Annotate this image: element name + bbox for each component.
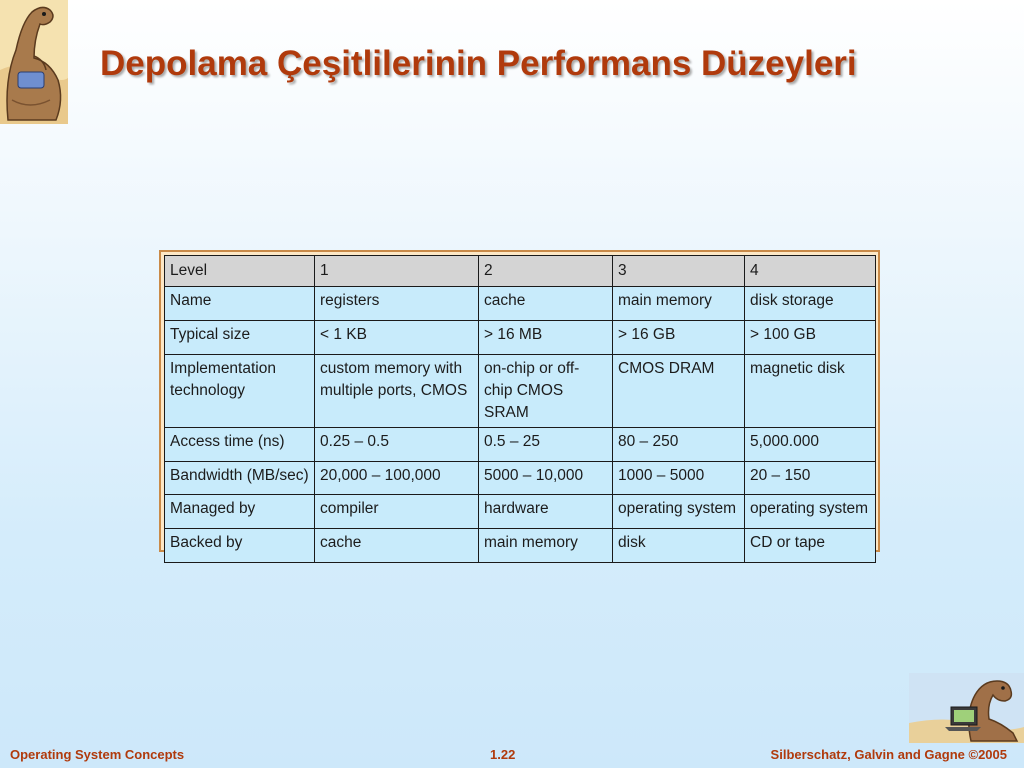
table-cell: 80 – 250 bbox=[613, 428, 745, 462]
table-cell: Level bbox=[165, 256, 315, 287]
table-cell: Access time (ns) bbox=[165, 428, 315, 462]
table-cell: disk bbox=[613, 529, 745, 563]
table-cell: < 1 KB bbox=[315, 321, 479, 355]
table-cell: 1000 – 5000 bbox=[613, 462, 745, 495]
table-row bbox=[165, 495, 876, 529]
table-row bbox=[165, 462, 876, 495]
dinosaur-reading-icon bbox=[0, 0, 68, 124]
table-cell: 0.5 – 25 bbox=[479, 428, 613, 462]
table-cell: cache bbox=[315, 529, 479, 563]
table-cell: hardware bbox=[479, 495, 613, 529]
table-cell: Implementation technology bbox=[165, 355, 315, 428]
table-cell: 20 – 150 bbox=[745, 462, 876, 495]
page-title: Depolama Çeşitlilerinin Performans Düzeyleri bbox=[100, 44, 857, 83]
table-cell: main memory bbox=[613, 287, 745, 321]
table-cell: Typical size bbox=[165, 321, 315, 355]
footer-book-title: Operating System Concepts bbox=[10, 747, 185, 762]
table-cell: 2 bbox=[479, 256, 613, 287]
table-cell: 5,000.000 bbox=[745, 428, 876, 462]
table-cell: Name bbox=[165, 287, 315, 321]
table-cell: disk storage bbox=[745, 287, 876, 321]
table-cell: 3 bbox=[613, 256, 745, 287]
table-header-row bbox=[165, 256, 876, 287]
table-cell: compiler bbox=[315, 495, 479, 529]
storage-performance-table bbox=[159, 250, 880, 552]
footer-page-number: 1.22 bbox=[490, 747, 516, 762]
table-cell: 5000 – 10,000 bbox=[479, 462, 613, 495]
table-cell: Managed by bbox=[165, 495, 315, 529]
table-cell: registers bbox=[315, 287, 479, 321]
table-cell: 4 bbox=[745, 256, 876, 287]
table-cell: operating system bbox=[745, 495, 876, 529]
table-cell: 20,000 – 100,000 bbox=[315, 462, 479, 495]
table-cell: cache bbox=[479, 287, 613, 321]
table-cell: 0.25 – 0.5 bbox=[315, 428, 479, 462]
table-row bbox=[165, 428, 876, 462]
table-row bbox=[165, 287, 876, 321]
table-cell: on-chip or off-chip CMOS SRAM bbox=[479, 355, 613, 428]
table-cell: > 100 GB bbox=[745, 321, 876, 355]
table-cell: magnetic disk bbox=[745, 355, 876, 428]
table-cell: custom memory with multiple ports, CMOS bbox=[315, 355, 479, 428]
table-cell: CD or tape bbox=[745, 529, 876, 563]
table-row bbox=[165, 321, 876, 355]
table-row bbox=[165, 355, 876, 428]
footer-copyright: Silberschatz, Galvin and Gagne ©2005 bbox=[770, 747, 1007, 762]
table-cell: operating system bbox=[613, 495, 745, 529]
table-cell: Bandwidth (MB/sec) bbox=[165, 462, 315, 495]
dinosaur-laptop-icon bbox=[909, 673, 1024, 743]
table-cell: CMOS DRAM bbox=[613, 355, 745, 428]
table-cell: Backed by bbox=[165, 529, 315, 563]
table-cell: > 16 GB bbox=[613, 321, 745, 355]
table-row bbox=[165, 529, 876, 563]
table-cell: main memory bbox=[479, 529, 613, 563]
table-cell: > 16 MB bbox=[479, 321, 613, 355]
table-cell: 1 bbox=[315, 256, 479, 287]
